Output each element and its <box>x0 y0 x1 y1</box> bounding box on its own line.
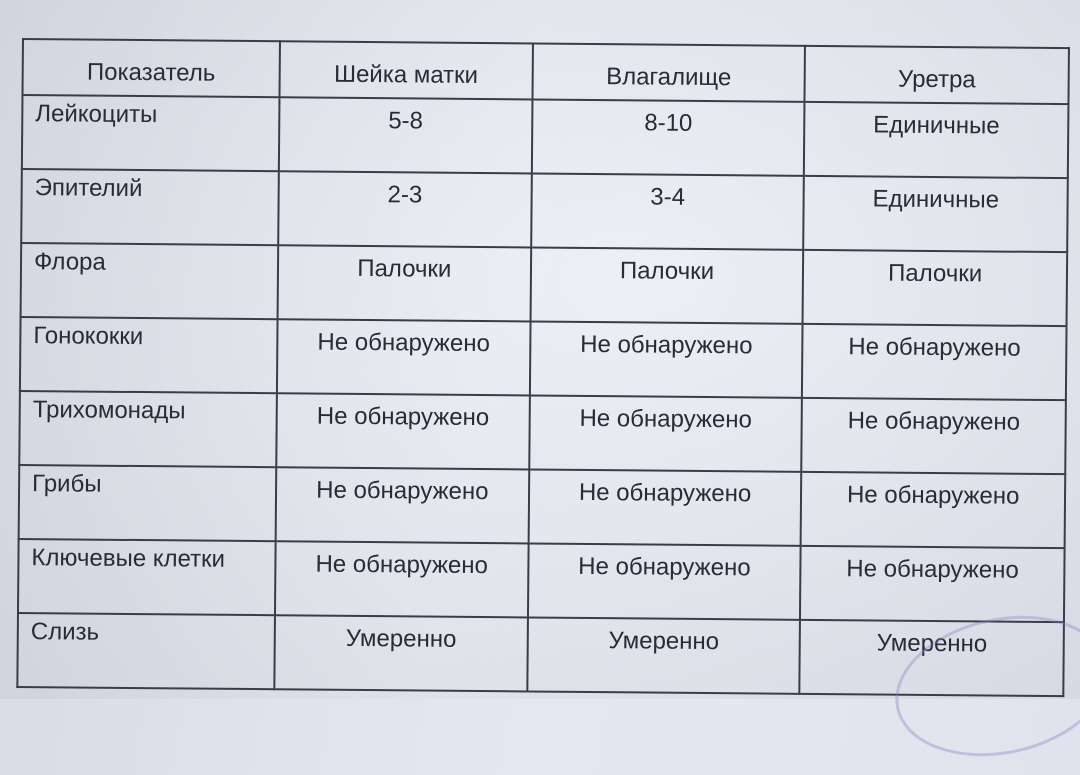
header-row <box>23 39 1069 104</box>
cell-urethra: Единичные <box>804 102 1068 178</box>
header-vagina: Влагалище <box>532 43 805 101</box>
cell-vagina: Не обнаружено <box>530 321 803 397</box>
table-header <box>23 39 1069 104</box>
row-label: Гонококки <box>20 317 278 393</box>
table-row <box>22 95 1069 178</box>
table-row <box>20 317 1067 400</box>
header-cervix: Шейка матки <box>279 41 532 99</box>
row-label: Ключевые клетки <box>18 539 276 615</box>
cell-urethra: Не обнаружено <box>802 324 1066 400</box>
cell-vagina: 8-10 <box>532 99 805 175</box>
cell-vagina: Не обнаружено <box>528 469 801 545</box>
cell-urethra: Не обнаружено <box>800 546 1064 622</box>
cell-vagina: Не обнаружено <box>528 543 801 619</box>
row-label: Грибы <box>19 465 277 541</box>
cell-vagina: Умеренно <box>527 617 800 693</box>
header-indicator: Показатель <box>23 39 280 97</box>
cell-urethra: Единичные <box>804 176 1068 252</box>
cell-vagina: Палочки <box>530 247 803 323</box>
cell-urethra: Не обнаружено <box>801 472 1065 548</box>
cell-urethra: Палочки <box>803 250 1067 326</box>
table-row <box>19 465 1066 548</box>
row-label: Эпителий <box>21 169 279 245</box>
cell-urethra: Умеренно <box>800 620 1064 696</box>
cell-vagina: 3-4 <box>531 173 804 249</box>
cell-cervix: Не обнаружено <box>276 393 529 469</box>
cell-cervix: Умеренно <box>274 615 527 691</box>
cell-cervix: 5-8 <box>279 97 532 173</box>
row-label: Слизь <box>17 613 275 689</box>
table-body <box>17 95 1068 696</box>
cell-cervix: 2-3 <box>278 171 531 247</box>
cell-vagina: Не обнаружено <box>529 395 802 471</box>
table-row <box>18 539 1065 622</box>
row-label: Флора <box>21 243 279 319</box>
header-urethra: Уретра <box>805 46 1069 104</box>
results-table <box>16 38 1070 697</box>
cell-urethra: Не обнаружено <box>802 398 1066 474</box>
row-label: Трихомонады <box>19 391 277 467</box>
cell-cervix: Не обнаружено <box>276 467 529 543</box>
cell-cervix: Палочки <box>277 245 530 321</box>
row-label: Лейкоциты <box>22 95 280 171</box>
cell-cervix: Не обнаружено <box>277 319 530 395</box>
cell-cervix: Не обнаружено <box>275 541 528 617</box>
table-row <box>21 243 1068 326</box>
table-row <box>19 391 1066 474</box>
table-row <box>21 169 1068 252</box>
